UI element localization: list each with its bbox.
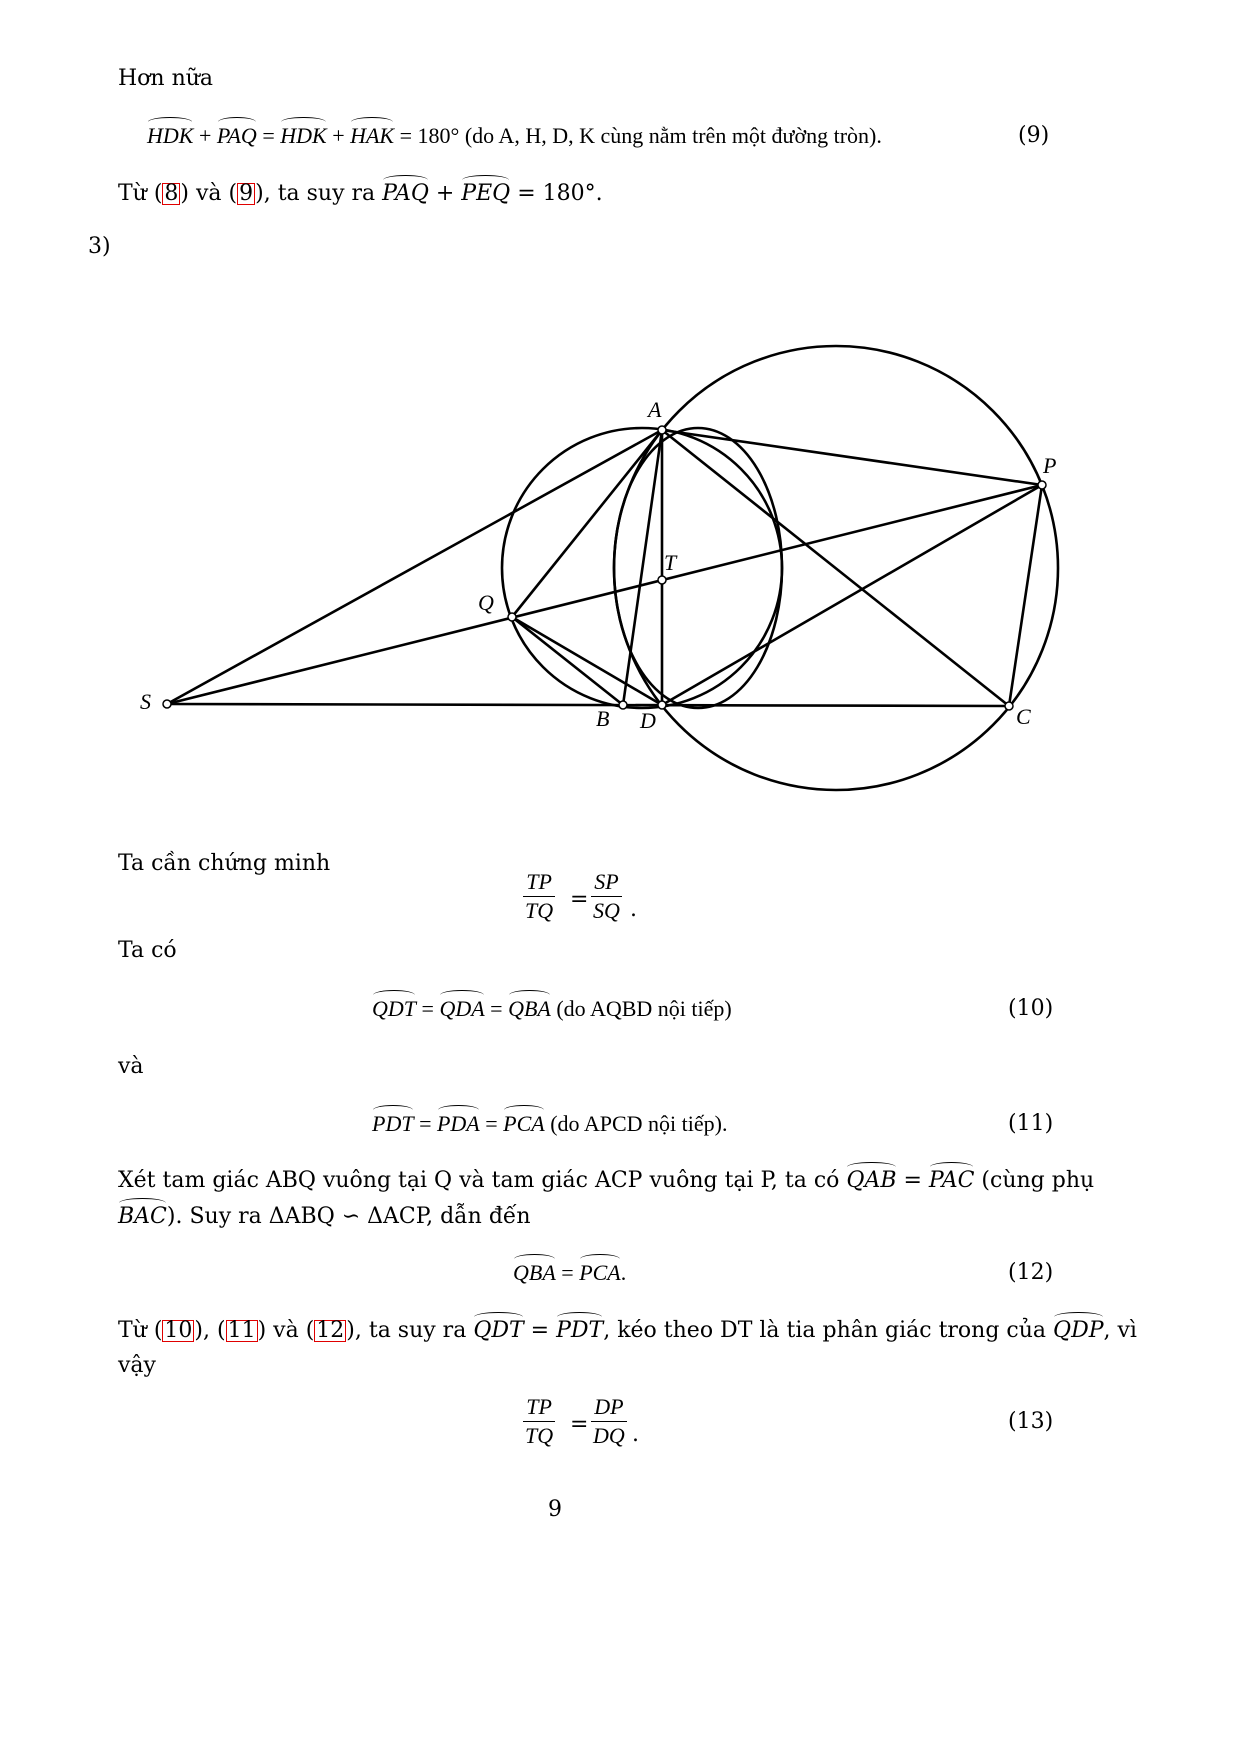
label-s: S bbox=[140, 689, 151, 714]
equation-number-9: (9) bbox=[1018, 123, 1050, 148]
ref-link-12[interactable]: 12 bbox=[316, 1318, 345, 1343]
point-p bbox=[1038, 481, 1046, 489]
point-t bbox=[658, 576, 666, 584]
arc-pdt-2: PDT bbox=[556, 1318, 604, 1343]
point-a bbox=[658, 426, 666, 434]
fraction-dp-dq: $\frac{DP}{DQ}$ bbox=[593, 1394, 625, 1448]
fraction-tp-tq: $\frac{TP}{TQ}$ bbox=[525, 869, 554, 923]
text-va: và bbox=[118, 1054, 144, 1079]
point-q bbox=[508, 613, 516, 621]
segment-dp bbox=[662, 485, 1042, 705]
period-2: . bbox=[632, 1422, 639, 1447]
equation-number-13: (13) bbox=[1008, 1409, 1054, 1434]
point-c bbox=[1005, 702, 1013, 710]
arc-pda: PDA bbox=[436, 1111, 480, 1136]
label-p: P bbox=[1043, 453, 1057, 478]
arc-qab: QAB bbox=[846, 1168, 897, 1193]
item-3-label: 3) bbox=[88, 234, 111, 259]
page-number: 9 bbox=[548, 1497, 562, 1522]
point-b bbox=[619, 701, 627, 709]
label-q: Q bbox=[478, 590, 494, 615]
text-tu-10-11-12: Từ (10), (11) và (12), ta suy ra QDT = PDT, kéo theo DT là tia phân giác trong của QDP, vì bbox=[118, 1318, 1137, 1343]
arc-qdp: QDP bbox=[1053, 1318, 1104, 1343]
label-a: A bbox=[648, 397, 662, 422]
point-s bbox=[163, 700, 171, 708]
ref-link-10[interactable]: 10 bbox=[164, 1318, 193, 1343]
label-t: T bbox=[664, 550, 677, 575]
equation-12: QBA = PCA. bbox=[513, 1260, 627, 1285]
label-d: D bbox=[640, 708, 656, 733]
text-vay: vậy bbox=[118, 1353, 156, 1378]
fraction-tp-tq-2: $\frac{TP}{TQ}$ bbox=[525, 1394, 554, 1448]
ref-link-8[interactable]: 8 bbox=[164, 181, 179, 206]
text-xet-tam-giac-line2: BAC). Suy ra ΔABQ ∽ ΔACP, dẫn đến bbox=[118, 1204, 531, 1229]
segment-pc bbox=[1009, 485, 1042, 706]
arc-paq-2: PAQ bbox=[382, 181, 429, 206]
arc-qdt: QDT bbox=[372, 996, 417, 1021]
equation-number-10: (10) bbox=[1008, 996, 1054, 1021]
arc-pca-2: PCA bbox=[579, 1260, 621, 1285]
arc-hdk: HDK bbox=[147, 123, 194, 148]
equals-sign-2: = bbox=[570, 1412, 589, 1437]
period: . bbox=[630, 897, 637, 922]
equation-11: PDT = PDA = PCA (do APCD nội tiếp). bbox=[372, 1111, 728, 1136]
arc-peq: PEQ bbox=[461, 181, 511, 206]
arc-qda: QDA bbox=[439, 996, 485, 1021]
segment-qb bbox=[512, 617, 623, 705]
arc-qba-2: QBA bbox=[513, 1260, 556, 1285]
arc-bac: BAC bbox=[118, 1204, 167, 1229]
ref-link-11[interactable]: 11 bbox=[227, 1318, 256, 1343]
equation-10: QDT = QDA = QBA (do AQBD nội tiếp) bbox=[372, 996, 732, 1021]
equation-number-11: (11) bbox=[1008, 1111, 1054, 1136]
label-b: B bbox=[596, 706, 610, 731]
equation-number-12: (12) bbox=[1008, 1260, 1054, 1285]
circle-adt bbox=[614, 428, 782, 708]
text-ta-can-chung-minh: Ta cần chứng minh bbox=[118, 851, 331, 876]
arc-qba: QBA bbox=[508, 996, 551, 1021]
segment-sc bbox=[167, 704, 1009, 706]
arc-pca: PCA bbox=[503, 1111, 545, 1136]
segment-qd bbox=[512, 617, 662, 705]
text-hon-nua: Hơn nữa bbox=[118, 66, 214, 91]
text-tu-8-9: Từ (8) và (9), ta suy ra PAQ + PEQ = 180°. bbox=[118, 181, 603, 206]
geometry-figure bbox=[0, 300, 1241, 840]
equation-9: HDK + PAQ = HDK + HAK = 180° (do A, H, D, K cùng nằm trên một đường tròn). bbox=[147, 123, 882, 148]
point-d bbox=[658, 701, 666, 709]
ref-link-9[interactable]: 9 bbox=[239, 181, 254, 206]
arc-hdk-2: HDK bbox=[280, 123, 327, 148]
arc-pac: PAC bbox=[928, 1168, 975, 1193]
arc-paq: PAQ bbox=[216, 123, 257, 148]
text-xet-tam-giac-line1: Xét tam giác ABQ vuông tại Q và tam giác ACP vuông tại P, ta có QAB = PAC (cùng phụ bbox=[118, 1168, 1095, 1193]
label-c: C bbox=[1016, 704, 1031, 729]
text-ta-co: Ta có bbox=[118, 938, 177, 963]
arc-hak: HAK bbox=[350, 123, 395, 148]
equals-sign: = bbox=[570, 887, 589, 912]
arc-qdt-2: QDT bbox=[473, 1318, 524, 1343]
arc-pdt: PDT bbox=[372, 1111, 414, 1136]
fraction-sp-sq: $\frac{SP}{SQ}$ bbox=[593, 869, 620, 923]
